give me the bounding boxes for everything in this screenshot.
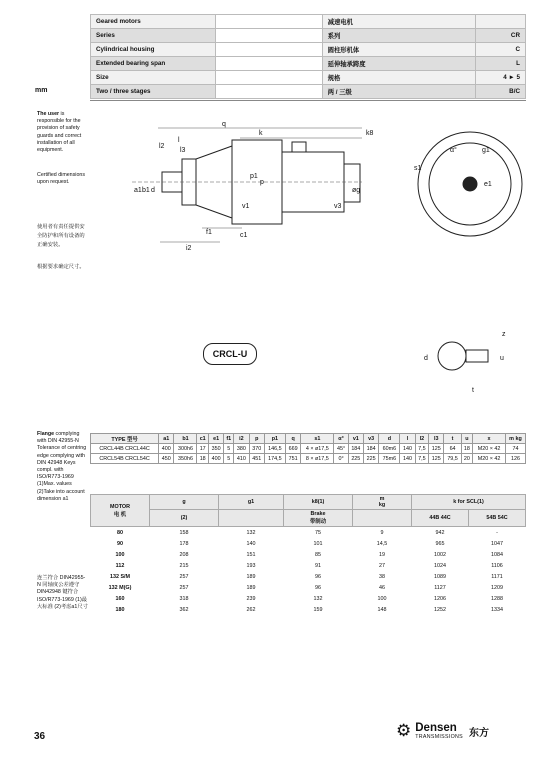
motor-cell: -	[496, 529, 498, 536]
motor-cell: 91	[315, 562, 321, 569]
dim-cell: M20 × 42	[473, 444, 506, 454]
table-row	[91, 571, 526, 582]
dim-cell: 8 × ø17,5	[301, 454, 334, 464]
motor-cell: 101	[313, 540, 323, 547]
dim-header: b1	[174, 434, 197, 444]
motor-cell: 189	[246, 573, 256, 580]
s1-label: s1	[414, 165, 422, 172]
i2-label: i2	[186, 245, 192, 252]
header-cn: 减速电机	[322, 15, 475, 29]
motor-cell: 9	[380, 529, 384, 536]
motor-cell: 90	[117, 540, 123, 547]
motor-cell: 132 S/M	[109, 573, 131, 580]
motor-cell: 239	[246, 595, 256, 602]
dim-header: α°	[334, 434, 348, 444]
dim-cell: 184	[363, 444, 378, 454]
header-row	[91, 29, 526, 43]
motor-cell: 1288	[491, 595, 503, 602]
header-row	[91, 85, 526, 99]
header-row	[91, 43, 526, 57]
l2-label: l2	[159, 143, 165, 150]
header-row	[91, 71, 526, 85]
note2-header: (2)	[150, 510, 219, 527]
dim-header: l3	[429, 434, 444, 444]
motor-cell: 96	[315, 584, 321, 591]
header-cn: 延伸轴承跨度	[322, 57, 475, 71]
cn-note-1: 使用者有责任提供安全防护和所有设备的正确安装。	[37, 224, 85, 248]
shaft-key	[466, 350, 488, 362]
motor-cell: 151	[246, 551, 256, 558]
cn-note-2: 根据要求确定尺寸。	[37, 264, 85, 270]
m-unit: kg	[378, 502, 386, 508]
motor-cell: 160	[115, 595, 125, 602]
dim-cell: 60m6	[379, 444, 400, 454]
motor-cell: 132	[313, 595, 323, 602]
header-code: L	[476, 57, 526, 71]
dim-cell: CRCL54B CRCL54C	[91, 454, 159, 464]
motor-cell: 1206	[434, 595, 446, 602]
motor-cell: 193	[246, 562, 256, 569]
motor-cell: 100	[115, 551, 125, 558]
motor-cell: 80	[117, 529, 123, 536]
q-label: q	[222, 121, 226, 128]
header-cn: 两 / 三级	[322, 85, 475, 99]
dim-header: x	[473, 434, 506, 444]
motor-cell: 257	[179, 573, 189, 580]
motor-cell: 1024	[434, 562, 446, 569]
dim-cell: 400	[159, 444, 174, 454]
motor-cell: 318	[179, 595, 189, 602]
motor-header: MOTOR	[110, 503, 130, 510]
dim-cell: 146,5	[264, 444, 285, 454]
shaft-d-label: d	[424, 355, 428, 362]
dim-header: s1	[301, 434, 334, 444]
motor-cell: 262	[246, 606, 256, 613]
header-code: C	[476, 43, 526, 57]
dim-cell: 350h6	[174, 454, 197, 464]
shaft-circle	[438, 342, 466, 370]
dimension-table	[90, 433, 526, 464]
table-row	[91, 538, 526, 549]
table-row	[91, 604, 526, 615]
motor-cell: 112	[115, 562, 125, 569]
dim-header: i2	[234, 434, 249, 444]
l3-label: l3	[180, 147, 186, 154]
dim-cell: 140	[400, 454, 415, 464]
header-cn: 规格	[322, 71, 475, 85]
g-header: g	[150, 495, 219, 510]
header-code	[476, 15, 526, 29]
motor-cell: 1127	[434, 584, 446, 591]
d-label: d	[151, 187, 155, 194]
table-row	[91, 454, 526, 464]
motor-cell: 158	[179, 529, 189, 536]
dim-cell: 225	[348, 454, 363, 464]
terminal-box	[292, 142, 306, 152]
flange-note: Flange complying with DIN 42955-N Tolerance of centring edge complying with DIN 42948 Keys compl. with ISO/R773-1969 (1)Max. values (2)Take into account dimension a1	[37, 431, 87, 502]
header-row	[91, 15, 526, 29]
motor-cell: 1047	[491, 540, 503, 547]
motor-cell: 132	[246, 529, 256, 536]
k8-header: k8(1)	[284, 495, 353, 510]
end-view-hub	[463, 177, 477, 191]
motor-cell: 140	[246, 540, 256, 547]
size54-header: 54B 54C	[469, 510, 526, 527]
header-en: Geared motors	[91, 15, 216, 29]
gear-motor-drawing	[120, 104, 540, 254]
dim-cell: 7,5	[415, 444, 428, 454]
model-badge: CRCL-U	[203, 343, 257, 365]
dim-header: q	[285, 434, 300, 444]
dim-header: u	[461, 434, 472, 444]
b1-label: b1	[142, 187, 150, 194]
motor-cell: 1209	[491, 584, 503, 591]
motor-cell: 27	[379, 562, 385, 569]
unit-label: mm	[35, 87, 48, 94]
motor-cell: 180	[115, 606, 125, 613]
cn-note-3: 连兰符合 DIN42955-N 同轴度公差遵守 DIN42948 键符合 ISO/R773-1969 (1)最大标准 (2)考虑a1尺寸	[37, 575, 88, 610]
dim-header: t	[444, 434, 461, 444]
motor-cell: 257	[179, 584, 189, 591]
motor-cell: 38	[379, 573, 385, 580]
motor-cell: 215	[179, 562, 189, 569]
v1-label: v1	[242, 203, 250, 210]
motor-table	[90, 494, 526, 615]
dim-cell: 125	[429, 444, 444, 454]
table-row	[91, 582, 526, 593]
dim-cell: 4 × ø17,5	[301, 444, 334, 454]
dim-cell: 18	[461, 444, 472, 454]
f1-label: f1	[206, 229, 212, 236]
dim-cell: 400	[208, 454, 223, 464]
motor-cell: 100	[377, 595, 387, 602]
dim-cell: 410	[234, 454, 249, 464]
dim-cell: 751	[285, 454, 300, 464]
alpha-label: α°	[450, 147, 457, 154]
dim-cell: 64	[444, 444, 461, 454]
motor-cell: 75	[315, 529, 321, 536]
table-row	[91, 560, 526, 571]
header-en: Size	[91, 71, 216, 85]
dim-header: d	[379, 434, 400, 444]
c1-label: c1	[240, 232, 248, 239]
header-en: Extended bearing span	[91, 57, 216, 71]
dim-cell: 451	[249, 454, 264, 464]
dim-header: TYPE 型号	[91, 434, 159, 444]
user-note: The user is responsible for the provision of safety guards and correct installation of all equipment.	[37, 111, 82, 154]
table-row	[91, 593, 526, 604]
header-cn: 圆柱形机体	[322, 43, 475, 57]
motor-cell: 208	[179, 551, 189, 558]
shaft-end-drawing	[420, 322, 520, 398]
dim-header: p1	[264, 434, 285, 444]
dim-cell: 126	[505, 454, 525, 464]
v3-label: v3	[334, 203, 342, 210]
dim-cell: 7,5	[415, 454, 428, 464]
motor-cell: 19	[379, 551, 385, 558]
divider	[90, 100, 526, 101]
header-code: B/C	[476, 85, 526, 99]
dim-header: l2	[415, 434, 428, 444]
header-cn: 系列	[322, 29, 475, 43]
m-header: m	[379, 496, 385, 502]
motor-cell: 1252	[434, 606, 446, 613]
dim-cell: 17	[197, 444, 208, 454]
dim-header: f1	[224, 434, 234, 444]
size44-header: 44B 44C	[412, 510, 469, 527]
dim-cell: 140	[400, 444, 415, 454]
header-en: Series	[91, 29, 216, 43]
brake-header: Brake	[310, 511, 326, 517]
dim-cell: 380	[234, 444, 249, 454]
k8-label: k8	[366, 130, 374, 137]
dim-cell: 20	[461, 454, 472, 464]
gear-icon: ⚙	[396, 721, 412, 740]
header-en: Cylindrical housing	[91, 43, 216, 57]
dim-cell: 300h6	[174, 444, 197, 454]
motor-cell: 362	[179, 606, 189, 613]
table-row	[91, 549, 526, 560]
g1-label: g1	[482, 147, 490, 154]
dim-cell: 5	[224, 454, 234, 464]
dim-cell: 79,5	[444, 454, 461, 464]
dim-cell: 184	[348, 444, 363, 454]
dim-cell: 174,5	[264, 454, 285, 464]
header-row	[91, 57, 526, 71]
motor-cell: 942	[435, 529, 445, 536]
dim-cell: 18	[197, 454, 208, 464]
dim-cell: 450	[159, 454, 174, 464]
g1-header: g1	[219, 495, 284, 510]
motor-cell: 14,5	[376, 540, 388, 547]
table-row	[91, 444, 526, 454]
motor-cell: 85	[315, 551, 321, 558]
motor-cell: 1089	[434, 573, 446, 580]
a1-label: a1	[134, 187, 142, 194]
dim-cell: 370	[249, 444, 264, 454]
e1-label: e1	[484, 181, 492, 188]
dim-cell: CRCL44B CRCL44C	[91, 444, 159, 454]
header-code: CR	[476, 29, 526, 43]
p1-label: p1	[250, 173, 258, 180]
motor-cell: 1002	[434, 551, 446, 558]
header-en: Two / three stages	[91, 85, 216, 99]
housing-body	[232, 140, 282, 224]
table-row	[91, 527, 526, 539]
dim-cell: 125	[429, 454, 444, 464]
motor-cell: 189	[246, 584, 256, 591]
p-label: p	[260, 179, 264, 186]
dim-header: v1	[348, 434, 363, 444]
dim-cell: 74	[505, 444, 525, 454]
dim-cell: 5	[224, 444, 234, 454]
motor-cell: 148	[377, 606, 387, 613]
dim-cell: 0°	[334, 454, 348, 464]
dim-cell: 669	[285, 444, 300, 454]
densen-logo: ⚙ Densen TRANSMISSIONS 东方	[396, 721, 490, 740]
dim-header: m kg	[505, 434, 525, 444]
dim-header: p	[249, 434, 264, 444]
page-number: 36	[34, 731, 46, 742]
certified-note: Certified dimensions upon request.	[37, 172, 85, 186]
motor-cell: 46	[379, 584, 385, 591]
motor-header-cn: 电 机	[113, 511, 127, 518]
dim-header: l	[400, 434, 415, 444]
motor-cell: 1106	[491, 562, 503, 569]
motor-cell: 1084	[491, 551, 503, 558]
dim-cell: 225	[363, 454, 378, 464]
header-code: 4 ► 5	[476, 71, 526, 85]
motor-fan-cover	[344, 164, 360, 202]
dim-cell: 45°	[334, 444, 348, 454]
kscl-header: k for SCL(1)	[412, 495, 526, 510]
header-table	[90, 14, 526, 99]
motor-cell: 965	[435, 540, 445, 547]
motor-cell: 1334	[491, 606, 503, 613]
dim-cell: M20 × 42	[473, 454, 506, 464]
g-label: øg	[352, 187, 361, 194]
dim-cell: 350	[208, 444, 223, 454]
motor-cell: 96	[315, 573, 321, 580]
dim-header: c1	[197, 434, 208, 444]
brake-header-cn: 带制动	[309, 519, 327, 525]
u-label: u	[500, 355, 504, 362]
dim-cell: 75m6	[379, 454, 400, 464]
motor-cell: 159	[313, 606, 323, 613]
t-label: t	[472, 387, 474, 394]
dim-header: e1	[208, 434, 223, 444]
dim-header: v3	[363, 434, 378, 444]
motor-cell: 132 M(G)	[108, 584, 132, 591]
motor-cell: 1171	[491, 573, 503, 580]
motor-cell: 178	[179, 540, 189, 547]
k-label: k	[259, 130, 263, 137]
l-label: l	[178, 137, 180, 144]
z-label: z	[502, 331, 506, 338]
dim-header: a1	[159, 434, 174, 444]
